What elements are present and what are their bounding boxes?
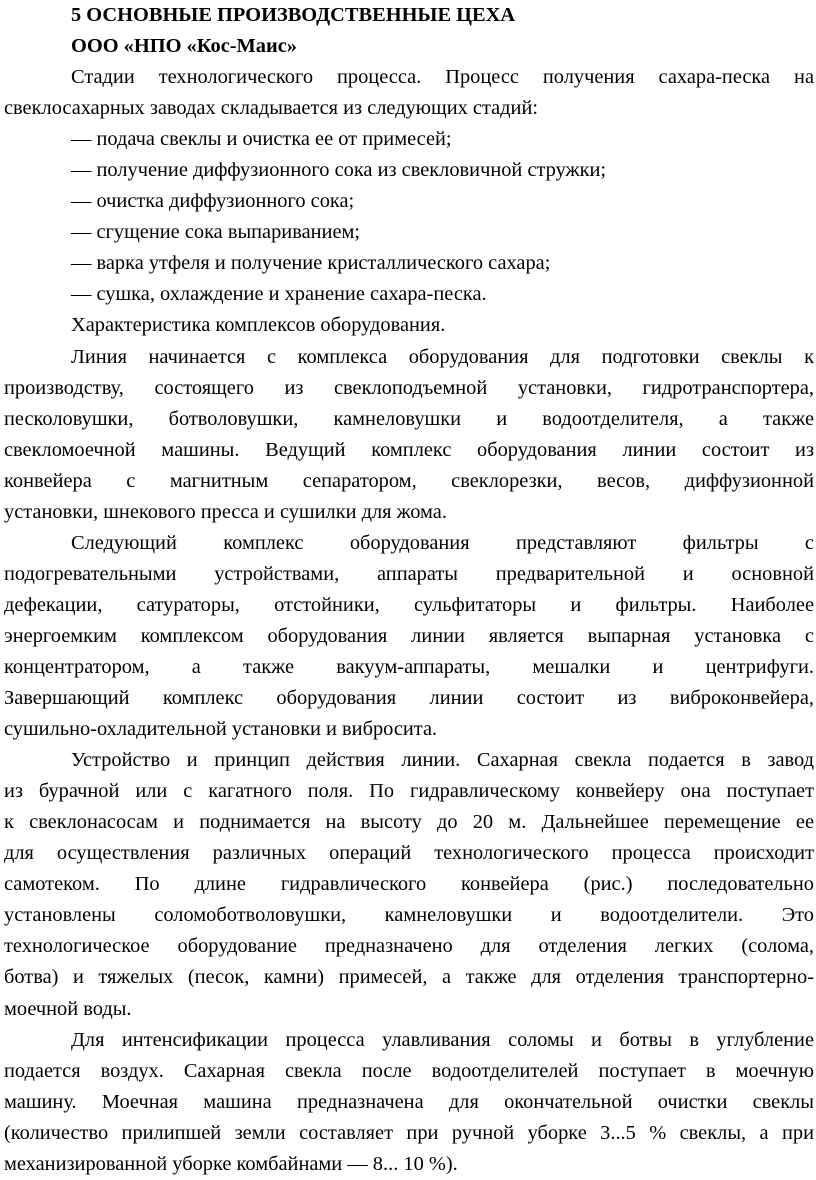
company-name: ООО «НПО «Кос-Маис» <box>71 35 297 58</box>
text-line: установлены соломоботволовушки, камнеловушки и водоотделители. Это <box>4 904 814 927</box>
paragraph-equipment-line <box>4 342 814 528</box>
text-line: Завершающий комплекс оборудования линии состоит из виброконвейера, <box>4 687 814 710</box>
equipment-heading: Характеристика комплексов оборудования. <box>71 314 446 337</box>
text-line: к свеклонасосам и поднимается на высоту до 20 м. Дальнейшее перемещение ее <box>4 811 814 834</box>
list-item: — сгущение сока выпариванием; <box>71 221 361 244</box>
text-line: Следующий комплекс оборудования представляют фильтры с <box>71 531 814 554</box>
text-line: свекломоечной машины. Ведущий комплекс оборудования линии состоит из <box>4 438 814 461</box>
text-line: машину. Моечная машина предназначена для окончательной очистки свеклы <box>4 1090 814 1113</box>
text-line: Линия начинается с комплекса оборудования для подготовки свеклы к <box>71 345 814 368</box>
text-line: подогревательными устройствами, аппараты предварительной и основной <box>4 562 814 585</box>
paragraph-next-complex <box>4 528 814 745</box>
text-line: производству, состоящего из свеклоподъемной установки, гидротранспортера, <box>4 376 814 399</box>
list-item: — подача свеклы и очистка ее от примесей; <box>71 128 452 151</box>
text-line: (количество прилипшей земли составляет при ручной уборке 3...5 % свеклы, а при <box>4 1121 814 1144</box>
list-item: — получение диффузионного сока из свекловичной стружки; <box>71 159 607 182</box>
text-line: Стадии технологического процесса. Процесс получения сахара-песка на <box>71 66 814 89</box>
text-line: подается воздух. Сахарная свекла после водоотделителей поступает в моечную <box>4 1059 814 1082</box>
text-line: энергоемким комплексом оборудования линии является выпарная установка с <box>4 624 814 647</box>
stages-list <box>4 124 814 310</box>
text-line: дефекации, сатураторы, отстойники, сульфитаторы и фильтры. Наиболее <box>4 593 814 616</box>
text-line: самотеком. По длине гидравлического конвейера (рис.) последовательно <box>4 873 814 896</box>
text-line: свеклосахарных заводах складывается из следующих стадий: <box>4 97 539 120</box>
text-line: концентратором, а также вакуум-аппараты, мешалки и центрифуги. <box>4 655 814 678</box>
text-line: Устройство и принцип действия линии. Сахарная свекла подается в завод <box>71 749 814 772</box>
paragraph-device-principle <box>4 745 814 1024</box>
list-item: — сушка, охлаждение и хранение сахара-песка. <box>71 283 487 306</box>
text-line: Для интенсификации процесса улавливания соломы и ботвы в углубление <box>71 1028 814 1051</box>
list-item: — варка утфеля и получение кристаллического сахара; <box>71 252 551 275</box>
text-line: ботва) и тяжелых (песок, камни) примесей, а также для отделения транспортерно- <box>4 966 814 989</box>
text-line: из бурачной или с кагатного поля. По гидравлическому конвейеру она поступает <box>4 780 814 803</box>
text-line: моечной воды. <box>4 997 132 1020</box>
text-line: сушильно-охладительной установки и вибросита. <box>4 718 438 741</box>
section-title: 5 ОСНОВНЫЕ ПРОИЗВОДСТВЕННЫЕ ЦЕХА <box>71 4 516 26</box>
text-line: конвейера с магнитным сепаратором, свеклорезки, весов, диффузионной <box>4 469 814 492</box>
intro-paragraph <box>4 62 814 124</box>
paragraph-intensification <box>4 1025 814 1180</box>
list-item: — очистка диффузионного сока; <box>71 190 355 213</box>
text-line: технологическое оборудование предназначено для отделения легких (солома, <box>4 935 814 958</box>
text-line: механизированной уборке комбайнами — 8... 10 %). <box>4 1152 458 1175</box>
text-line: установки, шнекового пресса и сушилки для жома. <box>4 500 447 523</box>
text-line: для осуществления различных операций технологического процесса происходит <box>4 842 814 865</box>
text-line: песколовушки, ботволовушки, камнеловушки и водоотделителя, а также <box>4 407 814 430</box>
